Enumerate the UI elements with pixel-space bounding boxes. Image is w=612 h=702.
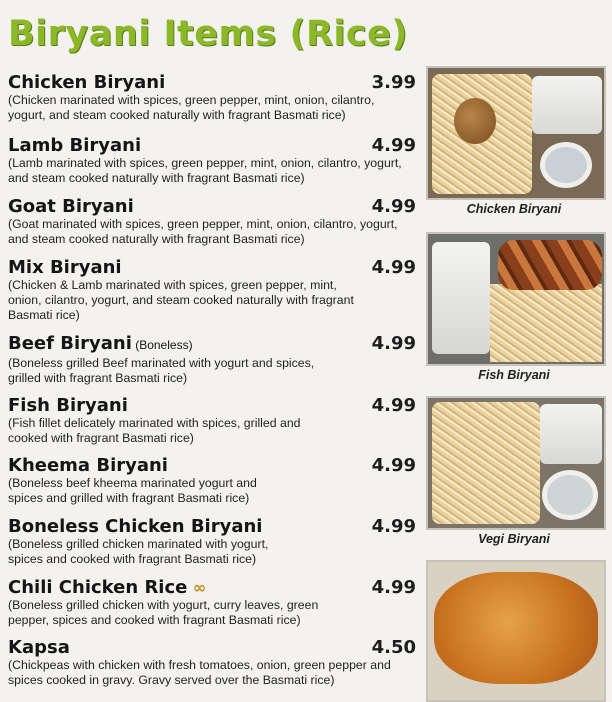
menu-item bbox=[8, 257, 416, 333]
item-name: Kapsa bbox=[8, 637, 70, 658]
raita-bowl-icon bbox=[532, 76, 602, 134]
menu-item bbox=[8, 516, 416, 577]
item-description: (Chicken marinated with spices, green pepper, mint, onion, cilantro, yogurt, and steam cooked naturally with fragrant Basmati rice) bbox=[8, 93, 375, 122]
item-price: 4.99 bbox=[371, 196, 416, 217]
item-description: (Goat marinated with spices, green pepper, mint, onion, cilantro, yogurt, and steam cooked naturally with fragrant Basmati rice) bbox=[8, 217, 398, 246]
fish-biryani-photo bbox=[426, 232, 606, 366]
menu-item bbox=[8, 577, 416, 637]
item-price: 4.99 bbox=[371, 395, 416, 416]
item-description: (Boneless beef kheema marinated yogurt and spices and grilled with fragrant Basmati rice) bbox=[8, 476, 257, 505]
item-description: (Chicken & Lamb marinated with spices, green pepper, mint, onion, cilantro, yogurt, and steam cooked naturally with fragrant Basmati rice) bbox=[8, 278, 354, 322]
menu-list bbox=[8, 72, 416, 697]
swirl-icon: ∞ bbox=[187, 578, 207, 597]
menu-title: Biryani Items (Rice) bbox=[8, 14, 408, 54]
menu-item bbox=[8, 637, 416, 697]
onion-rings-icon bbox=[542, 470, 598, 520]
item-price: 4.99 bbox=[371, 333, 416, 354]
item-description: (Chickpeas with chicken with fresh tomatoes, onion, green pepper and spices cooked in gravy. Gravy served over the Basmati rice) bbox=[8, 658, 391, 687]
item-price: 3.99 bbox=[371, 72, 416, 93]
item-price: 4.99 bbox=[371, 455, 416, 476]
item-price: 4.99 bbox=[371, 577, 416, 598]
item-name: Chili Chicken Rice bbox=[8, 577, 188, 598]
item-name: Chicken Biryani bbox=[8, 72, 166, 93]
menu-item bbox=[8, 72, 416, 135]
item-name: Kheema Biryani bbox=[8, 455, 168, 476]
item-note: (Boneless) bbox=[131, 338, 193, 352]
item-name: Goat Biryani bbox=[8, 196, 134, 217]
rice-icon bbox=[432, 402, 540, 524]
fish-pieces-icon bbox=[498, 240, 602, 290]
photo-caption: Chicken Biryani bbox=[466, 202, 562, 216]
item-name: Fish Biryani bbox=[8, 395, 128, 416]
raita-bowl-icon bbox=[540, 404, 602, 464]
photo-caption: Vegi Biryani bbox=[478, 532, 550, 546]
item-description: (Lamb marinated with spices, green pepper, mint, onion, cilantro, yogurt, and steam cooked naturally with fragrant Basmati rice) bbox=[8, 156, 402, 185]
curry-dish-photo bbox=[426, 560, 606, 702]
menu-item bbox=[8, 395, 416, 455]
chicken-biryani-photo bbox=[426, 66, 606, 200]
chicken-piece-icon bbox=[454, 98, 496, 144]
menu-item bbox=[8, 455, 416, 516]
item-description: (Boneless grilled chicken with yogurt, curry leaves, green pepper, spices and cooked with fragrant Basmati rice) bbox=[8, 598, 319, 627]
item-description: (Fish fillet delicately marinated with spices, grilled and cooked with fragrant Basmati rice) bbox=[8, 416, 301, 445]
item-name: Beef Biryani bbox=[8, 333, 132, 354]
onion-rings-icon bbox=[540, 142, 592, 188]
item-price: 4.99 bbox=[371, 257, 416, 278]
item-price: 4.99 bbox=[371, 135, 416, 156]
item-price: 4.50 bbox=[371, 637, 416, 658]
rice-icon bbox=[490, 284, 602, 362]
curry-icon bbox=[434, 572, 598, 684]
item-description: (Boneless grilled Beef marinated with yogurt and spices, grilled with fragrant Basmati rice) bbox=[8, 356, 315, 385]
raita-bowl-icon bbox=[432, 242, 490, 354]
vegi-biryani-photo bbox=[426, 396, 606, 530]
item-name: Mix Biryani bbox=[8, 257, 122, 278]
item-name: Boneless Chicken Biryani bbox=[8, 516, 263, 537]
item-name: Lamb Biryani bbox=[8, 135, 142, 156]
menu-item bbox=[8, 196, 416, 257]
item-description: (Boneless grilled chicken marinated with yogurt, spices and cooked with fragrant Basmati rice) bbox=[8, 537, 269, 566]
photo-caption: Fish Biryani bbox=[478, 368, 550, 382]
menu-item bbox=[8, 135, 416, 196]
menu-item bbox=[8, 333, 416, 395]
item-price: 4.99 bbox=[371, 516, 416, 537]
